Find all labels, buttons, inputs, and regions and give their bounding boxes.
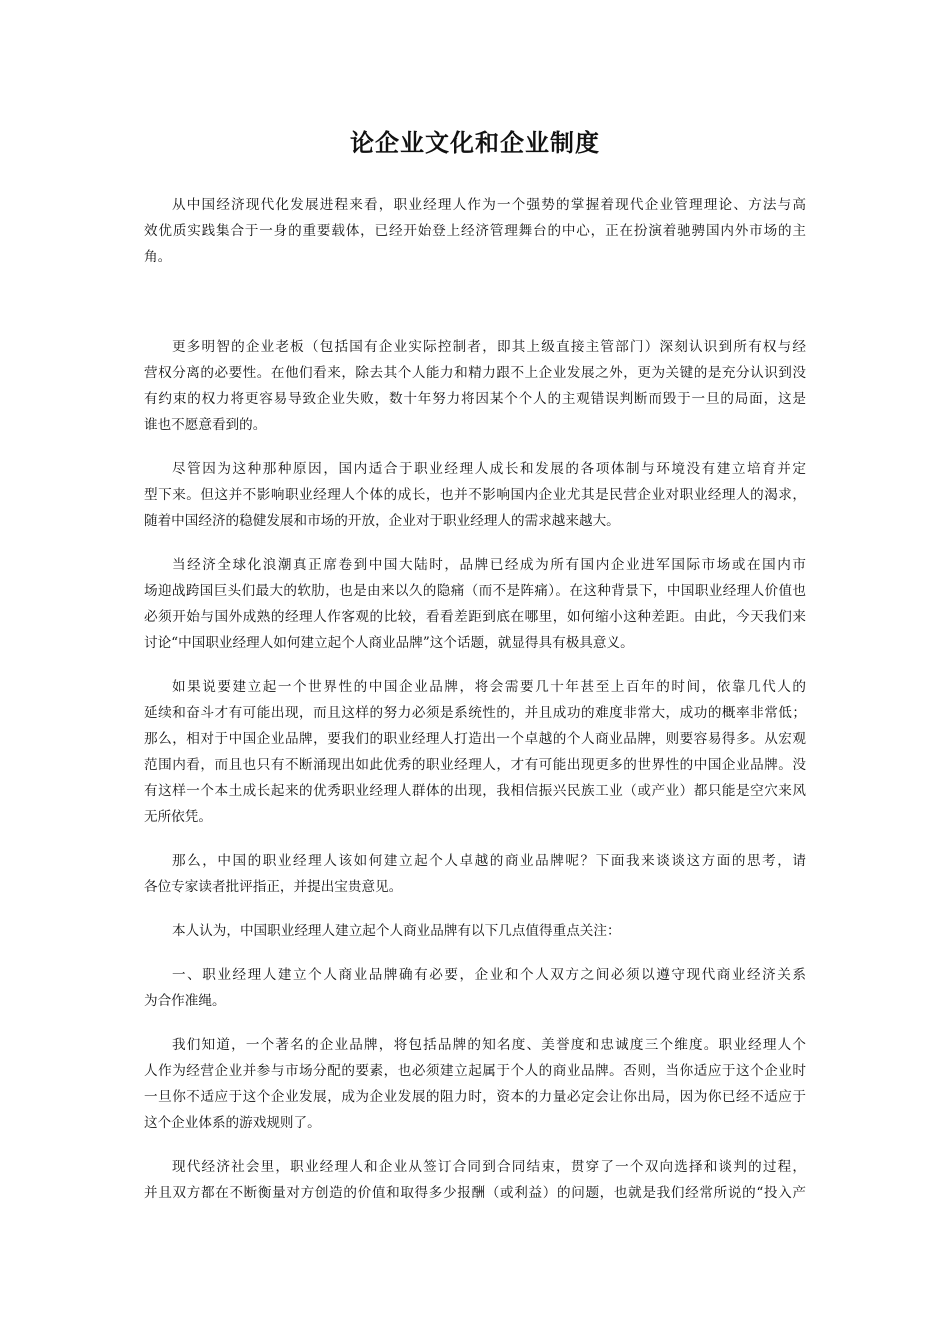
document-body (144, 192, 806, 1224)
paragraph-line: 为合作准绳。 (144, 993, 226, 1009)
paragraph (144, 1154, 806, 1206)
paragraph-line: 谁也不愿意看到的。 (144, 417, 267, 433)
paragraph-line: 一、职业经理人建立个人商业品牌确有必要，企业和个人双方之间必须以遵守现代商业经济关系 (172, 967, 806, 983)
paragraph (144, 848, 806, 900)
paragraph-line: 更多明智的企业老板（包括国有企业实际控制者，即其上级直接主管部门）深刻认识到所有权与经 (172, 339, 806, 355)
paragraph-line: 必须开始与国外成熟的经理人作客观的比较，看看差距到底在哪里，如何缩小这种差距。由此，今天我们来 (144, 609, 806, 625)
paragraph (144, 456, 806, 534)
paragraph-line: 效优质实践集合于一身的重要载体，已经开始登上经济管理舞台的中心，正在扮演着驰骋国内外市场的主 (144, 223, 806, 239)
paragraph-line: 人作为经营企业并参与市场分配的要素，也必须建立起属于个人的商业品牌。否则，当你适应于这个企业时 (144, 1063, 806, 1079)
paragraph-line: 本人认为，中国职业经理人建立起个人商业品牌有以下几点值得重点关注： (172, 923, 621, 939)
paragraph-line: 型下来。但这并不影响职业经理人个体的成长，也并不影响国内企业尤其是民营企业对职业经理人的渴求， (144, 487, 806, 503)
paragraph-line: 现代经济社会里，职业经理人和企业从签订合同到合同结束，贯穿了一个双向选择和谈判的过程， (172, 1159, 806, 1175)
paragraph (144, 1032, 806, 1136)
paragraph-line: 一旦你不适应于这个企业发展，成为企业发展的阻力时，资本的力量必定会让你出局，因为你已经不适应于 (144, 1089, 806, 1105)
paragraph-line: 讨论“中国职业经理人如何建立起个人商业品牌”这个话题，就显得具有极具意义。 (144, 635, 634, 651)
paragraph-line: 并且双方都在不断衡量对方创造的价值和取得多少报酬（或利益）的问题，也就是我们经常所说的“投入产 (144, 1185, 806, 1201)
paragraph-line: 从中国经济现代化发展进程来看，职业经理人作为一个强势的掌握着现代企业管理理论、方法与高 (172, 197, 806, 213)
paragraph (144, 962, 806, 1014)
paragraph-line: 范围内看，而且也只有不断涌现出如此优秀的职业经理人，才有可能出现更多的世界性的中国企业品牌。没 (144, 757, 806, 773)
paragraph-line: 有这样一个本土成长起来的优秀职业经理人群体的出现，我相信振兴民族工业（或产业）都只能是空穴来风 (144, 783, 806, 799)
paragraph (144, 552, 806, 656)
paragraph-line: 无所依凭。 (144, 809, 212, 825)
document-title: 论企业文化和企业制度 (350, 129, 600, 157)
paragraph-line: 延续和奋斗才有可能出现，而且这样的努力必须是系统性的，并且成功的难度非常大，成功的概率非常低； (144, 705, 806, 721)
paragraph-line: 这个企业体系的游戏规则了。 (144, 1115, 321, 1131)
paragraph-line: 营权分离的必要性。在他们看来，除去其个人能力和精力跟不上企业发展之外，更为关键的是充分认识到没 (144, 365, 806, 381)
paragraph (144, 674, 806, 830)
paragraph-line: 各位专家读者批评指正，并提出宝贵意见。 (144, 879, 403, 895)
paragraph-line: 场迎战跨国巨头们最大的软肋，也是由来以久的隐痛（而不是阵痛）。在这种背景下，中国职业经理人价值也 (144, 583, 806, 599)
paragraph-line: 我们知道，一个著名的企业品牌，将包括品牌的知名度、美誉度和忠诚度三个维度。职业经理人个 (172, 1037, 806, 1053)
paragraph (144, 334, 806, 438)
paragraph (144, 918, 806, 944)
paragraph-line: 当经济全球化浪潮真正席卷到中国大陆时，品牌已经成为所有国内企业进军国际市场或在国内市 (172, 557, 806, 573)
paragraph-line: 随着中国经济的稳健发展和市场的开放，企业对于职业经理人的需求越来越大。 (144, 513, 620, 529)
paragraph-line: 角。 (144, 249, 172, 265)
paragraph-line: 那么，中国的职业经理人该如何建立起个人卓越的商业品牌呢？下面我来谈谈这方面的思考，请 (172, 853, 806, 869)
paragraph-line: 那么，相对于中国企业品牌，要我们的职业经理人打造出一个卓越的个人商业品牌，则要容易得多。从宏观 (144, 731, 806, 747)
paragraph-line: 尽管因为这种那种原因，国内适合于职业经理人成长和发展的各项体制与环境没有建立培育并定 (172, 461, 806, 477)
paragraph (144, 192, 806, 270)
paragraph-line: 有约束的权力将更容易导致企业失败，数十年努力将因某个个人的主观错误判断而毁于一旦的局面，这是 (144, 391, 806, 407)
paragraph-line: 如果说要建立起一个世界性的中国企业品牌，将会需要几十年甚至上百年的时间，依靠几代人的 (172, 679, 806, 695)
